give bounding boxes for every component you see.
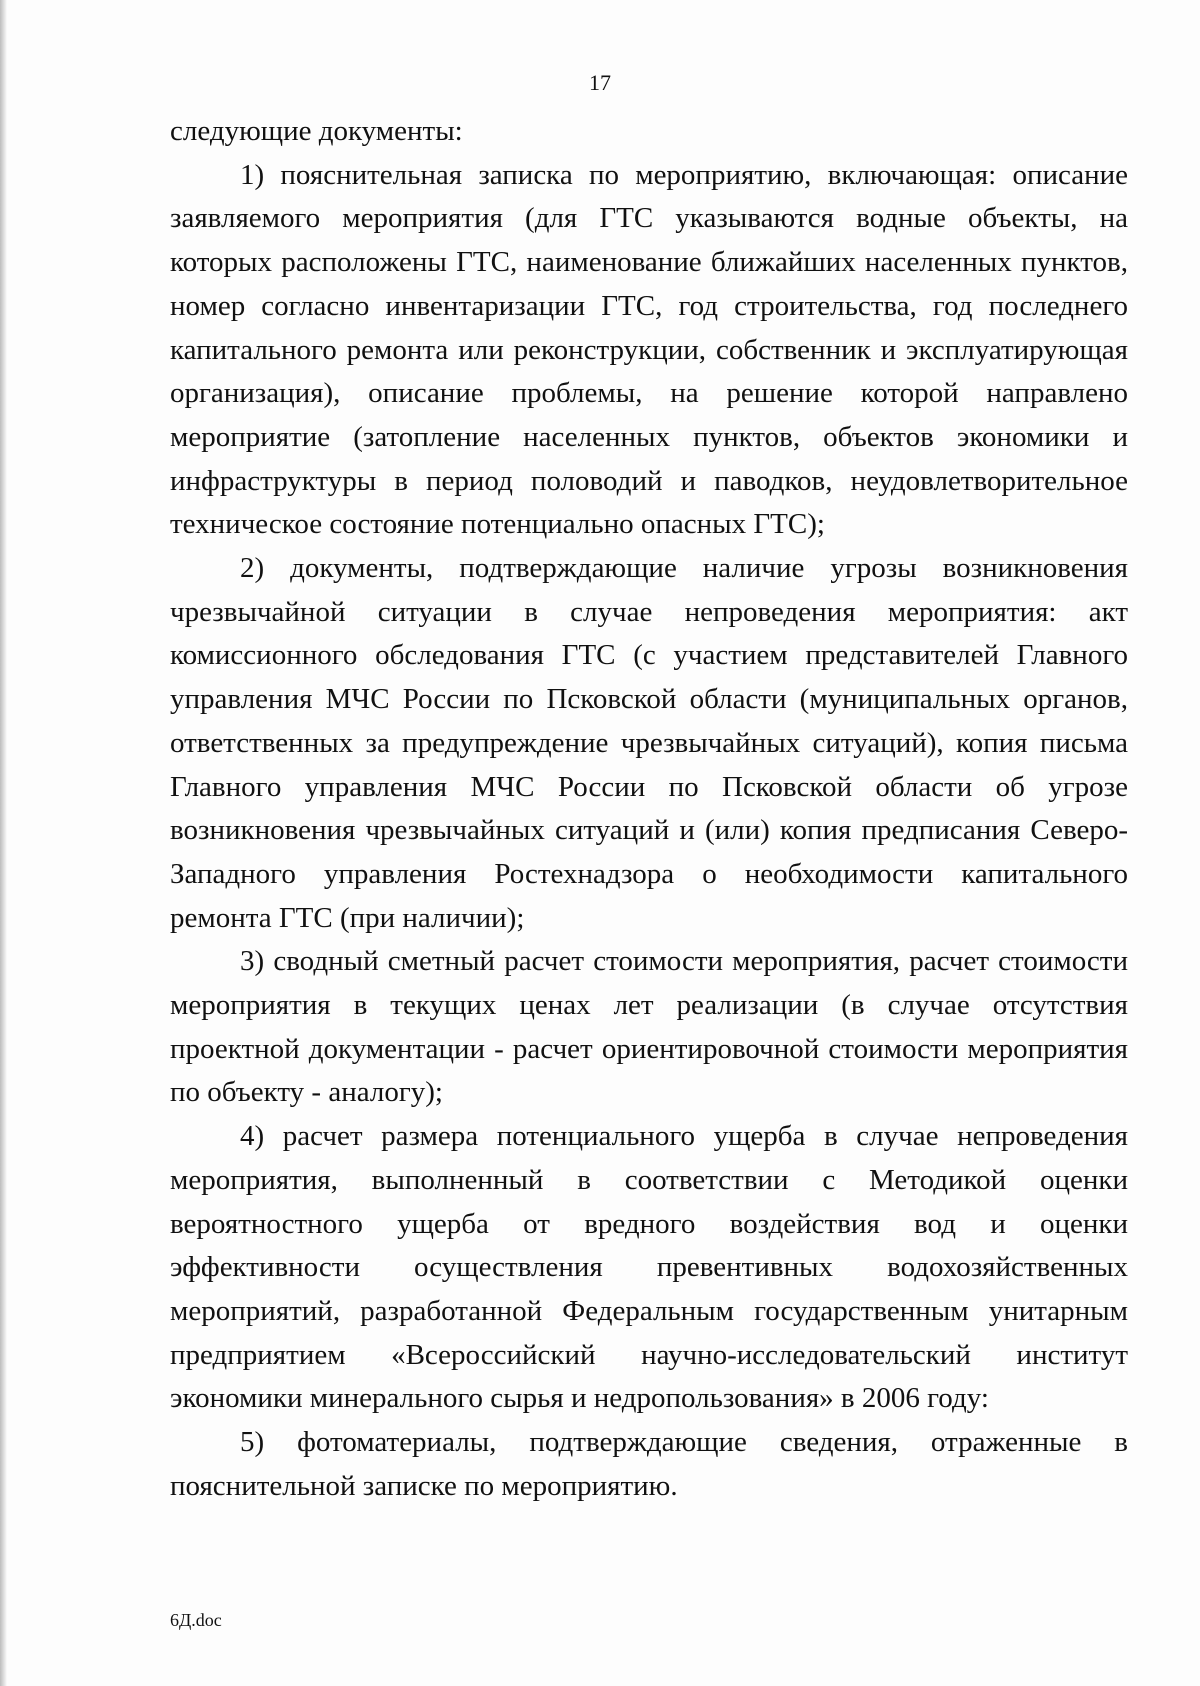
page-number: 17 xyxy=(589,70,611,95)
footer-filename: 6Д.doc xyxy=(170,1610,222,1630)
paragraph-item-4: 4) расчет размера потенциального ущерба в случае непроведения мероприятия, выполненный в соответствии с Методикой оценки вероятностного ущерба от вредного воздействия вод и оценки эффективности осуществления превентивных водохозяйственных мероприятий, разработанной Федеральным государственным унитарным предприятием «Всероссийский научно-исследовательский институт экономики минерального сырья и недропользования» в 2006 году: xyxy=(170,1120,1128,1415)
paragraph-item-3: 3) сводный сметный расчет стоимости мероприятия, расчет стоимости мероприятия в текущих ценах лет реализации (в случае отсутствия проектной документации - расчет ориентировочной стоимости мероприятия по объекту - аналогу); xyxy=(170,945,1128,1109)
paragraph-item-2: 2) документы, подтверждающие наличие угрозы возникновения чрезвычайной ситуации в случае непроведения мероприятия: акт комиссионного обследования ГТС (с участием представителей Главного управления МЧС России по Псковской области (муниципальных органов, ответственных за предупреждение чрезвычайных ситуаций), копия письма Главного управления МЧС России по Псковской области об угрозе возникновения чрезвычайных ситуаций и (или) копия предписания Северо-Западного управления Ростехнадзора о необходимости капитального ремонта ГТС (при наличии); xyxy=(170,552,1128,934)
paragraph-item-5: 5) фотоматериалы, подтверждающие сведения, отраженные в пояснительной записке по мероприятию. xyxy=(170,1426,1128,1502)
paragraph-intro: следующие документы: xyxy=(170,115,463,147)
scan-edge xyxy=(0,0,7,1686)
document-body xyxy=(170,110,1128,1509)
paragraph-item-1: 1) пояснительная записка по мероприятию, включающая: описание заявляемого мероприятия (для ГТС указываются водные объекты, на которых расположены ГТС, наименование ближайших населенных пунктов, номер согласно инвентаризации ГТС, год строительства, год последнего капитального ремонта или реконструкции, собственник и эксплуатирующая организация), описание проблемы, на решение которой направлено мероприятие (затопление населенных пунктов, объектов экономики и инфраструктуры в период половодий и паводков, неудовлетворительное техническое состояние потенциально опасных ГТС); xyxy=(170,158,1128,541)
